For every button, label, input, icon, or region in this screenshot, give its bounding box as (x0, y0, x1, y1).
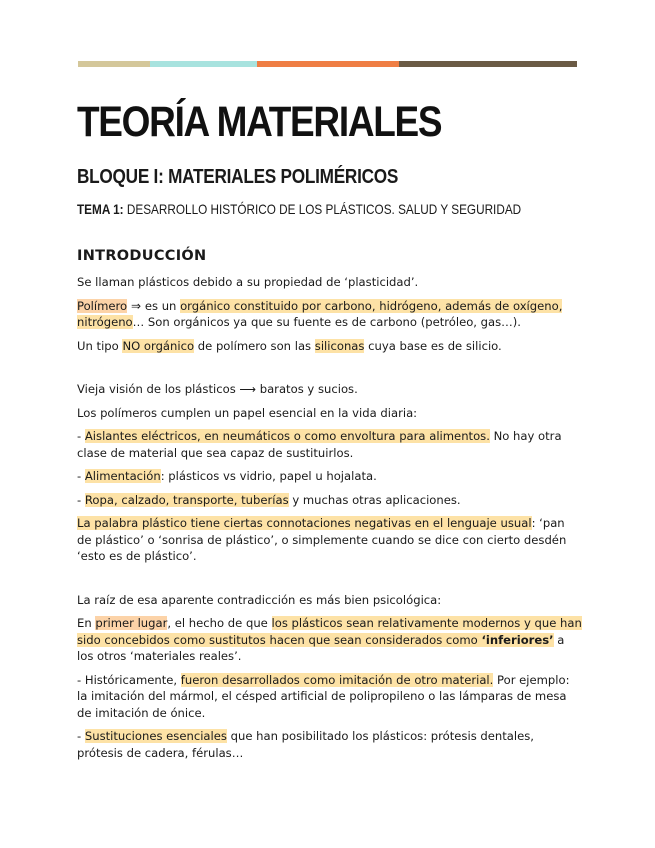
paragraph-vieja-vision: Vieja visión de los plásticos ⟶ baratos y sucios. (77, 382, 358, 396)
text-fragment: No hay otra clase de material que sea capaz de sustituirlos. (77, 429, 562, 460)
text-fragment: - (77, 469, 85, 483)
highlight-no-organico: NO orgánico (122, 338, 195, 353)
implies-arrow: ⇒ (127, 298, 145, 313)
text-fragment: , el hecho de que (167, 616, 272, 630)
highlight-primer-lugar: primer lugar (95, 616, 168, 630)
tema-text: DESARROLLO HISTÓRICO DE LOS PLÁSTICOS. SALUD Y SEGURIDAD (126, 201, 522, 217)
stripe-segment-aqua (150, 61, 257, 67)
document-title: TEORÍA MATERIALES (77, 98, 442, 146)
highlight-modernos: los plásticos sean relativamente modernos y que han sido concebidos como sustitutos hacen que sean considerados como (77, 616, 582, 647)
list-item-ropa (77, 492, 582, 509)
highlight-organico: orgánico constituido por carbono, hidrógeno, además de oxígeno, nitrógeno (77, 298, 563, 329)
stripe-segment-orange (257, 61, 399, 67)
text-fragment: - (77, 729, 85, 743)
document-body (77, 96, 582, 768)
paragraph-connotaciones (77, 515, 582, 565)
text-fragment: : plásticos vs vidrio, papel u hojalata. (160, 469, 377, 483)
text-fragment: Un tipo (77, 338, 123, 353)
text-fragment: En (77, 616, 96, 630)
header-color-stripe (78, 61, 577, 67)
highlight-ropa: Ropa, calzado, transporte, tuberías (84, 492, 289, 507)
text-fragment: - (77, 492, 85, 507)
paragraph-siliconas (77, 338, 582, 355)
paragraph-plasticidad: Se llaman plásticos debido a su propiedad de ‘plasticidad’. (77, 275, 419, 289)
highlight-siliconas: siliconas (314, 338, 365, 353)
paragraph-primer-lugar (77, 615, 582, 665)
text-fragment: - Históricamente, (77, 672, 181, 687)
paragraph-raiz: La raíz de esa aparente contradicción es más bien psicológica: (77, 592, 442, 607)
text-fragment: es un (144, 298, 181, 313)
text-fragment: que han posibilitado los plásticos: prótesis dentales, prótesis de cadera, férulas… (77, 729, 534, 760)
highlight-aislantes: Aislantes eléctricos, en neumáticos o como envoltura para alimentos. (84, 429, 490, 443)
tema-label: TEMA 1: (77, 201, 124, 217)
text-fragment: cuya base es de silicio. (364, 338, 502, 353)
text-fragment: y muchas otras aplicaciones. (288, 492, 461, 507)
highlight-inferiores: ‘inferiores’ (481, 632, 554, 647)
highlight-polimero: Polímero (77, 298, 128, 313)
stripe-segment-brown (399, 61, 577, 67)
list-item-sustituciones (77, 728, 582, 761)
highlight-sustituciones: Sustituciones esenciales (84, 729, 227, 743)
highlight-connotaciones: La palabra plástico tiene ciertas connotaciones negativas en el lenguaje usual (77, 516, 532, 530)
text-fragment: - (77, 429, 85, 443)
list-item-aislantes (77, 428, 582, 461)
text-fragment: Por ejemplo: la imitación del mármol, el césped artificial de polipropileno o las lámparas de mesa de imitación de ónice. (77, 672, 570, 720)
tema-line (77, 200, 522, 218)
text-fragment: : ‘pan de plástico’ o ‘sonrisa de plástico’, o simplemente cuando se dice con cierto desdén ‘esto es de plástico’. (77, 516, 567, 563)
highlight-imitacion: fueron desarrollados como imitación de otro material. (180, 672, 494, 687)
section-heading-introduccion: INTRODUCCIÓN (77, 248, 207, 264)
block-subtitle: BLOQUE I: MATERIALES POLIMÉRICOS (77, 166, 399, 188)
paragraph-polimero (77, 298, 582, 331)
text-fragment: … Son orgánicos ya que su fuente es de carbono (petróleo, gas…). (132, 315, 521, 329)
text-fragment: a los otros ‘materiales reales’. (77, 632, 565, 663)
paragraph-papel-esencial: Los polímeros cumplen un papel esencial en la vida diaria: (77, 405, 418, 420)
highlight-alimentacion: Alimentación (84, 469, 161, 483)
list-item-historicamente (77, 672, 582, 722)
stripe-segment-beige (78, 61, 150, 67)
text-fragment: de polímero son las (194, 338, 315, 353)
list-item-alimentacion (77, 468, 582, 485)
